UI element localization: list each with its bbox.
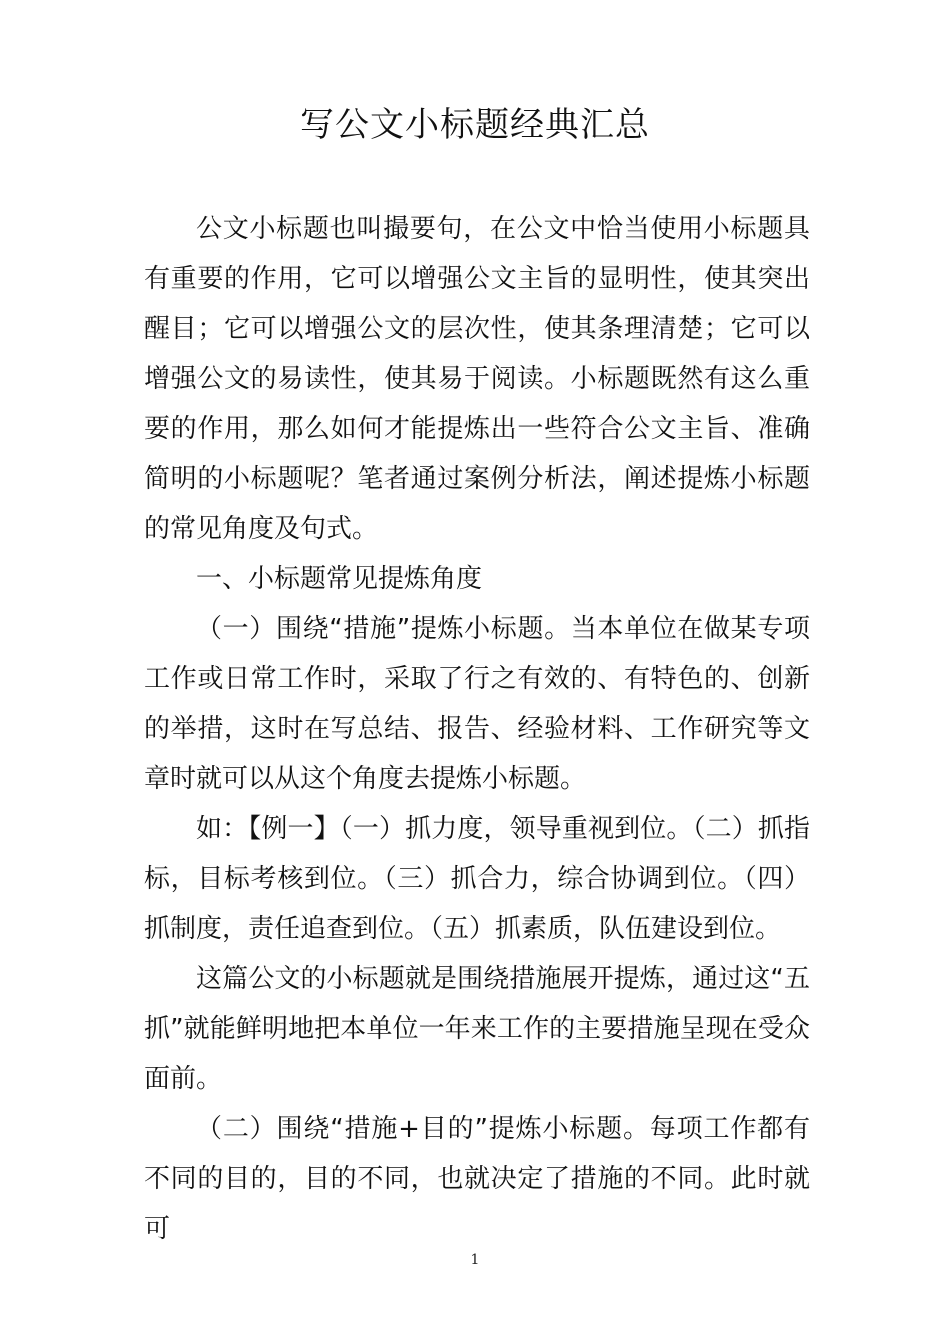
paragraph-measures-purpose: （二）围绕“措施+目的”提炼小标题。每项工作都有不同的目的，目的不同，也就决定了措施的不同。此时就可	[144, 1114, 810, 1244]
paragraph-example-1: 如：【例一】（一）抓力度，领导重视到位。（二）抓指标，目标考核到位。（三）抓合力，综合协调到位。（四）抓制度，责任追查到位。（五）抓素质，队伍建设到位。	[144, 814, 810, 944]
page-number: 1	[470, 1252, 480, 1268]
section-heading-1: 一、小标题常见提炼角度	[196, 564, 483, 594]
paragraph-intro: 公文小标题也叫撮要句，在公文中恰当使用小标题具有重要的作用，它可以增强公文主旨的显明性，使其突出醒目；它可以增强公文的层次性，使其条理清楚；它可以增强公文的易读性，使其易于阅读。小标题既然有这么重要的作用，那么如何才能提炼出一些符合公文主旨、准确简明的小标题呢？笔者通过案例分析法，阐述提炼小标题的常见角度及句式。	[144, 214, 810, 544]
paragraph-example-analysis: 这篇公文的小标题就是围绕措施展开提炼，通过这“五抓”就能鲜明地把本单位一年来工作的主要措施呈现在受众面前。	[144, 964, 810, 1094]
document-title: 写公文小标题经典汇总	[300, 105, 650, 145]
paragraph-measures: （一）围绕“措施”提炼小标题。当本单位在做某专项工作或日常工作时，采取了行之有效的、有特色的、创新的举措，这时在写总结、报告、经验材料、工作研究等文章时就可以从这个角度去提炼小标题。	[144, 614, 810, 794]
document-body	[144, 204, 810, 1254]
